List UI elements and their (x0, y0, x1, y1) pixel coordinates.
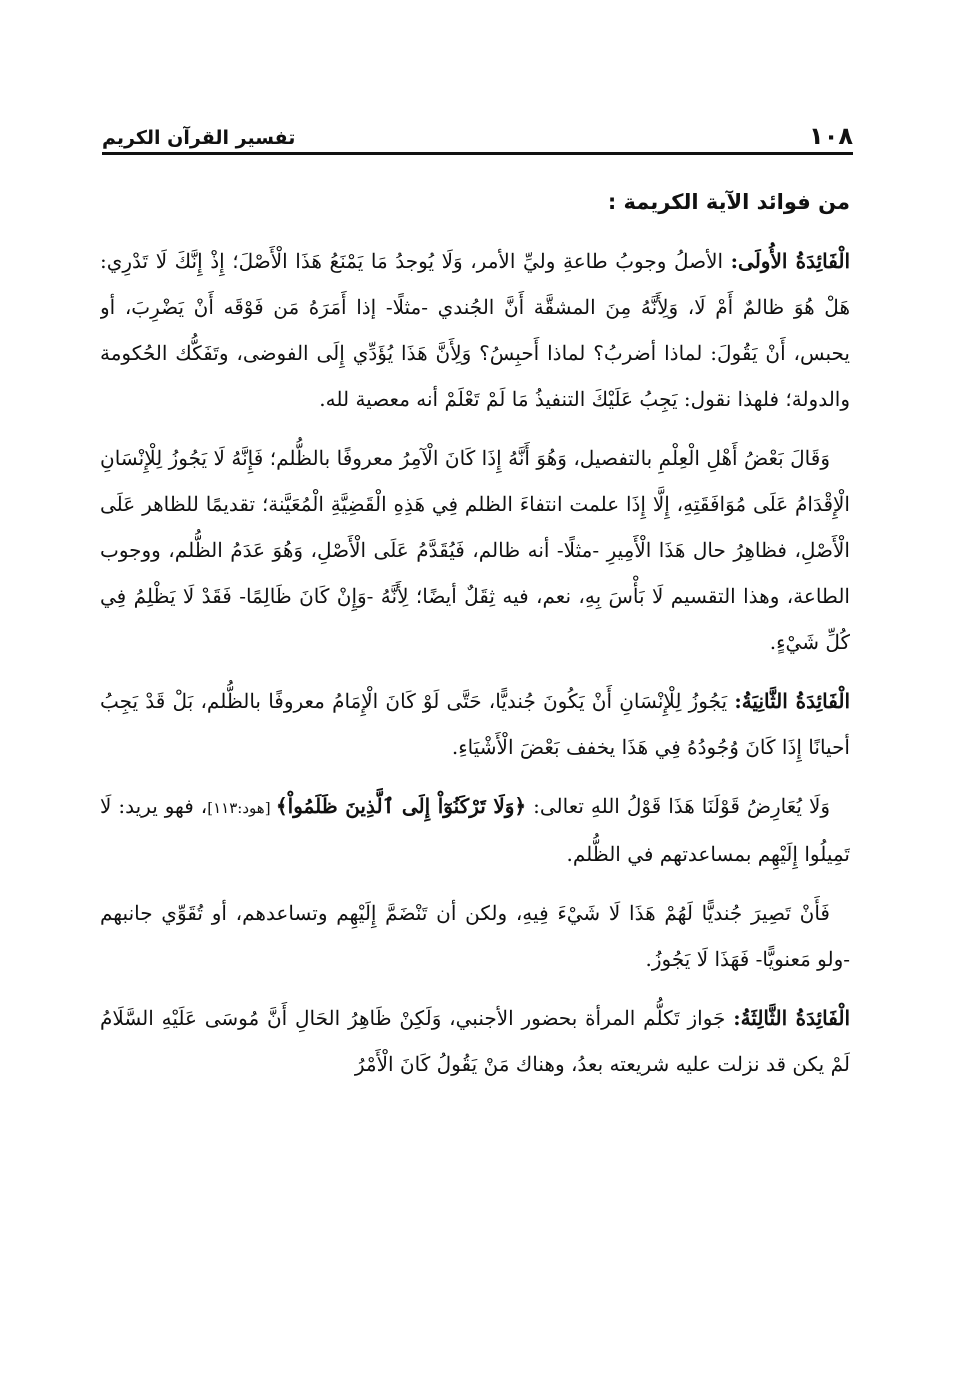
benefit-lead-third: الْفَائِدَةُ الثَّالِثَةُ: (733, 1006, 850, 1030)
paragraph-scholars-detail (100, 435, 850, 665)
paragraph-text: يَجُوزُ لِلْإِنْسَانِ أَنْ يَكُونَ جُنديًّا، حَتَّى لَوْ كَانَ الْإِمَامُ معروفًا بالظُّلم، بَلْ قَدْ يَجِبُ أحيانًا إِذَا كَانَ وُجُودُهُ فِي هَذَا يخفف بَعْضَ الْأَشْيَاءِ. (100, 689, 850, 759)
book-title: تفسير القرآن الكريم (102, 127, 296, 149)
page-body (100, 182, 850, 1346)
paragraph-text: وَقَالَ بَعْضُ أَهْلِ الْعِلْمِ بالتفصيل، وَهُوَ أَنَّهُ إِذَا كَانَ الْآمِرُ معروفًا بالظُّلم؛ فَإِنَّهُ لَا يَجُوزُ لِلْإِنْسَانِ الْإِقْدَامُ عَلَى مُوَافَقَتِهِ، إِلَّا إِذَا علمت انتفاءَ الظلم فِي هَذِهِ الْقَضِيَّةِ الْمُعَيَّنة؛ تقديمًا للظاهر عَلَى الْأَصْلِ، فظاهِرُ حال هَذَا الْأَمِيرِ -مثلًا- أنه ظالم، فَيُقَدَّمُ عَلَى الْأَصْلِ، وَهُوَ عَدَمُ الظُّلم، ووجوب الطاعة، وهذا التقسيم لَا بَأْسَ بِهِ، نعم، فيه ثِقَلٌ أيضًا؛ لِأَنَّهُ -وَإِنْ كَانَ ظَالِمًا- فَقَدْ لَا يَظْلِمُ فِي كُلِّ شَيْءٍ. (100, 446, 850, 654)
paragraph-text: وَلَا يُعَارِضُ قَوْلَنَا هَذَا قَوْلُ اللهِ تعالى: (526, 794, 831, 818)
page-number: ١٠٨ (809, 122, 853, 150)
paragraph-verse-discussion (100, 783, 850, 877)
paragraph-text: ، فهو يريد: لَا تَمِيلُوا إِلَيْهِم بمساعدتهم في الظُّلم. (100, 794, 850, 866)
verse-reference: [هود:١١٣] (207, 799, 276, 817)
paragraph-third-benefit (100, 995, 850, 1087)
paragraph-second-benefit (100, 678, 850, 770)
paragraph-text: جَواز تَكلُّم المرأة بحضور الأجنبي، وَلَكِنْ ظَاهِرُ الحَالِ أَنَّ مُوسَى عَلَيْهِ السَّلَامُ لَمْ يكن قد نزلت عليه شريعته بعدُ، وهناك مَنْ يَقُولُ كَانَ الْأَمْرُ (100, 1006, 850, 1076)
benefit-lead-first: الْفَائِدَةُ الأُولَى: (730, 249, 850, 273)
page-header (102, 108, 853, 155)
paragraph-text: فَأَنْ تَصِيرَ جُنديًّا لَهُمْ هَذَا لَا شَيْءَ فِيهِ، ولكن أن تَنْضَمَّ إِلَيْهِم وتساعدهم، أو تُقَوِّي جانبهم -ولو مَعنويًّا- فَهَذَا لَا يَجُوزُ. (100, 901, 850, 971)
paragraph-first-benefit (100, 238, 850, 422)
quran-verse: ﴿وَلَا تَرْكَنُوٓاْ إِلَى ٱلَّذِينَ ظَلَمُواْ﴾ (275, 794, 527, 818)
section-heading: من فوائد الآية الكريمة : (607, 190, 850, 214)
benefit-lead-second: الْفَائِدَةُ الثَّانِيَةُ: (734, 689, 850, 713)
paragraph-text: الأصلُ وجوبُ طاعةِ وليِّ الأمر، وَلَا يُوجدُ مَا يَمْنَعُ هَذَا الْأَصْلَ؛ إِذْ إِنَّكَ لَا تَدْرِي: هَلْ هُوَ ظالمٌ أَمْ لَا، وَلِأَنَّهُ مِنَ المشقَّة أَنَّ الجُندي -مثلًا- إذا أَمَرَهُ مَن فَوْقَه أَنْ يَضْرِبَ، أو يحبس، أَنْ يَقُولَ: لماذا أضربُ؟ لماذا أَحبِسُ؟ وَلِأَنَّ هَذَا يُؤَدِّي إِلَى الفوضى، وتَفَكُّك الحُكومة والدولة؛ فلهذا نقول: يَجِبُ عَلَيْكَ التنفيذُ مَا لَمْ تَعْلَمْ أنه معصية لله. (100, 249, 850, 411)
paragraph-soldier-ruling (100, 890, 850, 982)
